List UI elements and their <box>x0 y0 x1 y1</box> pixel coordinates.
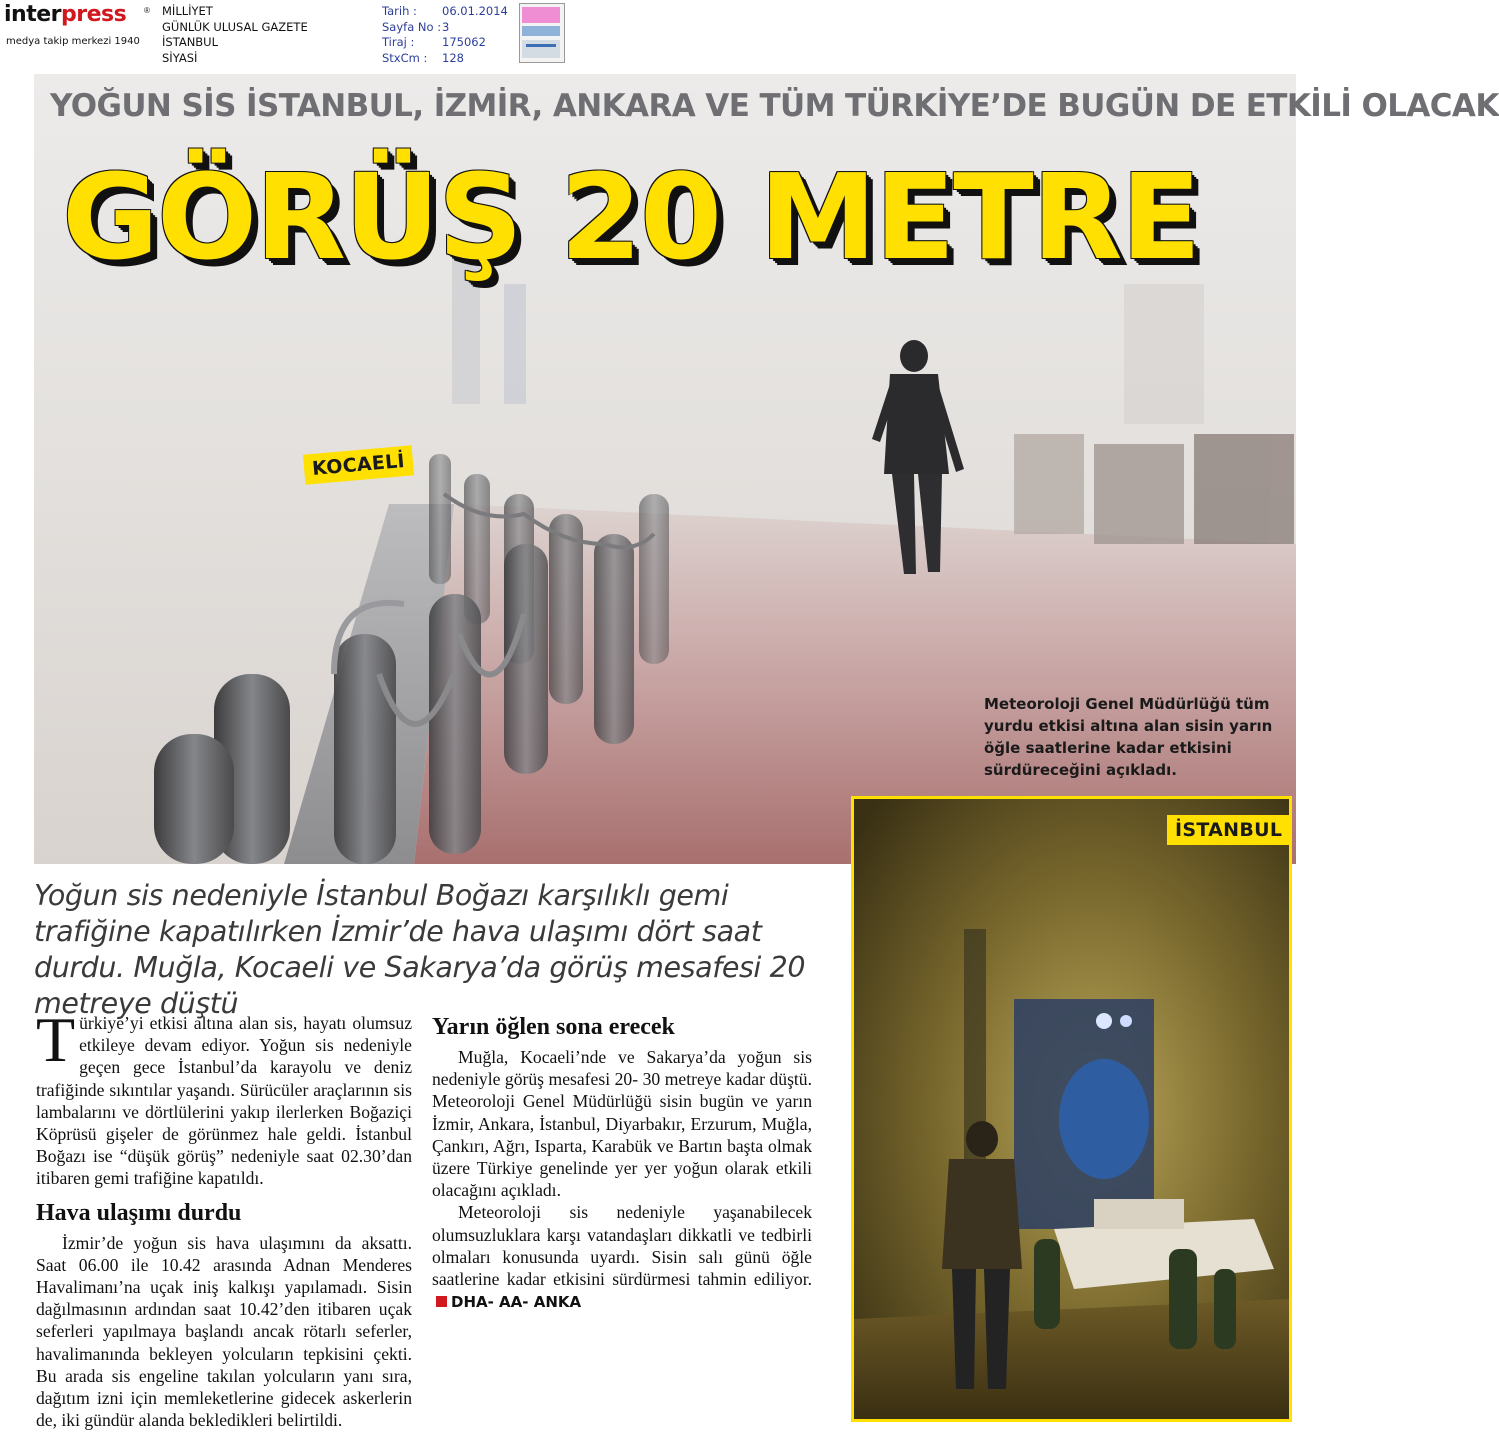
paragraph-3: Muğla, Kocaeli’nde ve Sakarya’da yoğun sis nedeniyle görüş mesafesi 20- 30 metreye kadar düştü. Meteoroloji Genel Müdürlüğü sisin bugün ve yarın İzmir, Ankara, İstanbul, Diyarbakır, Erzurum, Muğla, Çankırı, Ağrı, Isparta, Karabük ve Bartın başta olmak üzere Türkiye genelinde yer yer yoğun olarak etkili olacağını açıkladı. <box>432 1047 812 1201</box>
meta-keys <box>382 4 442 66</box>
logo-text-left: inter <box>4 2 61 27</box>
meta-date-value: 06.01.2014 <box>442 4 508 18</box>
meta-circulation-value: 175062 <box>442 35 486 49</box>
registered-mark: ® <box>144 6 150 15</box>
paragraph-4-text: Meteoroloji sis nedeniyle yaşanabilecek olumsuzluklara karşı vatandaşları dikkatli ve tedbirli olmaları konusunda uyardı. Sisin salı günü öğle saatlerine kadar etkisini sürdürmesi tahmin ediliyor. <box>432 1202 812 1290</box>
credit-text: DHA- AA- ANKA <box>451 1293 582 1312</box>
photo-location-tag-kocaeli: KOCAELİ <box>303 445 414 484</box>
article-deck: Yoğun sis nedeniyle İstanbul Boğazı karşılıklı gemi trafiğine kapatılırken İzmir’de hava ulaşımı dört saat durdu. Muğla, Kocaeli ve Sakarya’da görüş mesafesi 20 metreye düştü <box>34 879 806 1020</box>
clipping-header <box>0 0 1296 66</box>
article-column-2 <box>432 1012 812 1312</box>
drop-cap: T <box>36 1004 76 1075</box>
photo-caption: Meteoroloji Genel Müdürlüğü tüm yurdu etkisi altına alan sisin yarın öğle saatlerine kadar etkisini sürdüreceğini açıkladı. <box>984 695 1273 779</box>
source-info <box>162 4 362 66</box>
meta-stxcm-value: 128 <box>442 50 464 65</box>
source-city: İSTANBUL <box>162 35 219 49</box>
source-category: SİYASİ <box>162 50 198 65</box>
meta-values <box>442 4 522 66</box>
paragraph-intro <box>36 1004 412 1190</box>
interpress-logo <box>4 2 154 46</box>
paragraph-2: İzmir’de yoğun sis hava ulaşımını da aksattı. Saat 06.00 ile 10.42 arasında Adnan Menderes Havalimanı’na uçak iniş kalkışı yapılamadı. Sisin dağılmasının ardından saat 10.42’den itibaren uçak seferleri yapılmaya başlandı ancak rötarlı seferler, havalimanında bekleyen yolcuların tepkisini çekti. Bu arada sis engeline takılan yolcuların yanı sıra, dağıtım izni için memleketlerine gidecek askerlerin de, iki gündür alanda bekledikleri belirtildi. <box>36 1232 412 1431</box>
meta-circulation-label: Tiraj : <box>382 35 415 49</box>
page-thumbnail[interactable] <box>519 3 565 63</box>
credit-square-icon <box>436 1296 447 1307</box>
logo-text-right: press <box>61 2 127 27</box>
subheading-air-traffic: Hava ulaşımı durdu <box>36 1199 242 1226</box>
source-publication: MİLLİYET <box>162 4 213 18</box>
meta-stxcm-label: StxCm : <box>382 50 428 65</box>
paragraph-4 <box>432 1201 812 1312</box>
meta-page-value: 3 <box>442 19 450 34</box>
photo-location-tag-istanbul: İSTANBUL <box>1167 815 1290 845</box>
news-agency-credit <box>432 1293 581 1311</box>
paragraph-1-text: ürkiye’yi etkisi altına alan sis, hayatı olumsuz etkileye devam ediyor. Yoğun sis nedeniyle geçen gece İstanbul’da karayolu ve deniz trafiğinde sıkıntılar yaşandı. Sürücüler araçlarının sis lambalarını ve dörtlülerini yakıp ilerlerken Boğaziçi Köprüsü gişeler de görünmez hale geldi. İstanbul Boğazı ise “düşük görüş” nedeniyle saat 02.30’dan itibaren gemi trafiğine kapatıldı. <box>36 1013 412 1189</box>
main-headline: GÖRÜŞ 20 METRE <box>62 148 1200 286</box>
source-type: GÜNLÜK ULUSAL GAZETE <box>162 19 308 34</box>
article-column-1 <box>36 1004 412 1431</box>
headline-kicker: YOĞUN SİS İSTANBUL, İZMİR, ANKARA VE TÜM TÜRKİYE’DE BUGÜN DE ETKİLİ OLACAK <box>50 88 1499 124</box>
logo-tagline: medya takip merkezi 1940 <box>6 36 140 47</box>
meta-page-label: Sayfa No : <box>382 19 442 34</box>
subheading-ends-tomorrow: Yarın öğlen sona erecek <box>432 1014 675 1040</box>
istanbul-night-fog-photo <box>851 796 1292 1422</box>
meta-date-label: Tarih : <box>382 4 417 18</box>
